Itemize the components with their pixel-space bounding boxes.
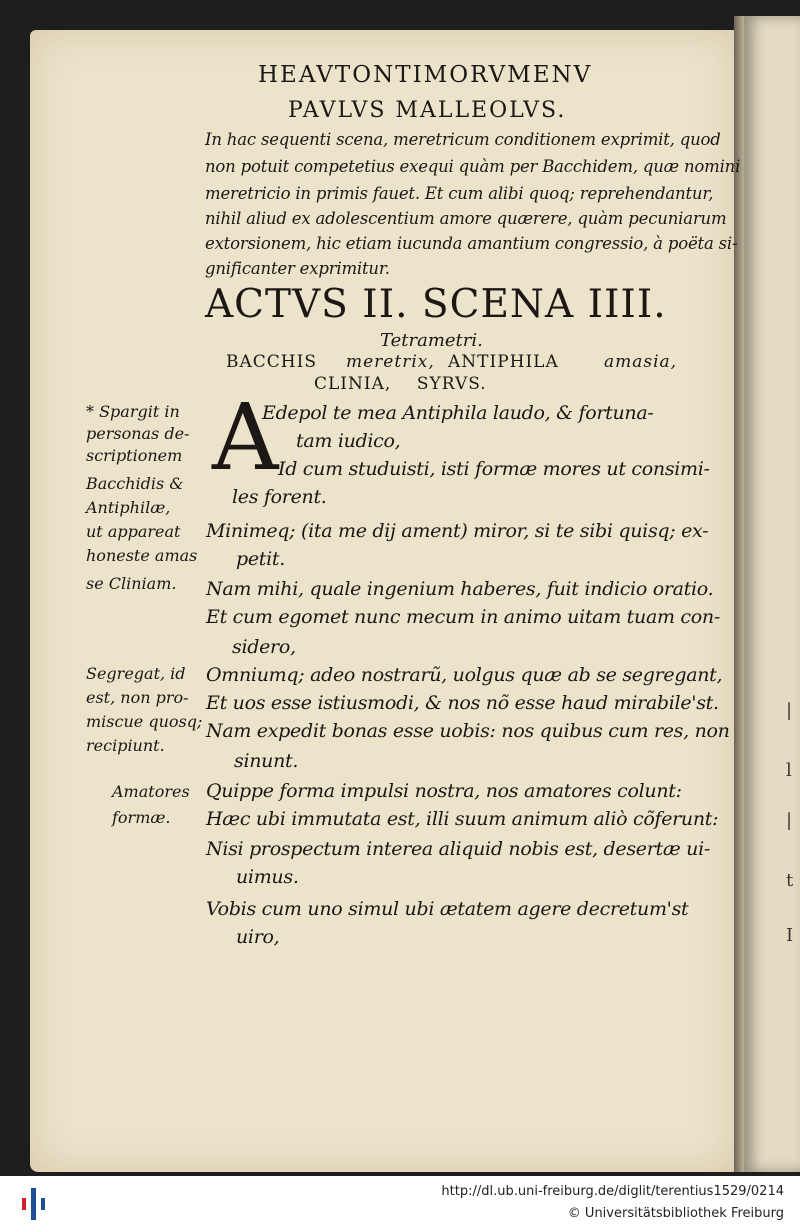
act-scene-heading: ACTVS II. SCENA IIII. bbox=[205, 282, 667, 327]
verse-line: Omniumq; adeo nostrarũ, uolgus quæ ab se segregant, bbox=[206, 664, 723, 686]
verse-line: Nam expedit bonas esse uobis: nos quibus cum res, non bbox=[206, 720, 730, 742]
copyright-notice: © Universitätsbibliothek Freiburg bbox=[567, 1206, 784, 1221]
margin-note: est, non pro- bbox=[86, 688, 189, 707]
verse-line: Edepol te mea Antiphila laudo, & fortuna- bbox=[262, 402, 654, 424]
verse-line: uiro, bbox=[236, 926, 280, 948]
margin-note: formæ. bbox=[112, 808, 171, 827]
facing-page-mark: | bbox=[786, 810, 793, 831]
verse-line: Et uos esse istiusmodi, & nos nõ esse haud mirabile'st. bbox=[206, 692, 719, 714]
persona-name: BACCHIS bbox=[226, 352, 317, 372]
margin-note: * Spargit in bbox=[86, 402, 180, 421]
drop-cap: A bbox=[212, 384, 279, 491]
persona-name: ANTIPHILA bbox=[448, 352, 559, 372]
persona-role: meretrix, bbox=[346, 352, 435, 372]
margin-note: recipiunt. bbox=[86, 736, 165, 755]
facing-page-mark: t bbox=[786, 870, 794, 891]
personae-line: CLINIA, SYRVS. bbox=[314, 374, 487, 394]
facing-page-mark: | bbox=[786, 700, 793, 721]
intro-line: meretricio in primis fauet. Et cum alibi quoq; reprehendantur, bbox=[205, 184, 714, 203]
intro-line: gnificanter exprimitur. bbox=[205, 259, 390, 278]
intro-line: nihil aliud ex adolescentium amore quærere, quàm pecuniarum bbox=[205, 209, 727, 228]
running-title: HEAVTONTIMORVMENV bbox=[258, 62, 593, 88]
intro-line: extorsionem, hic etiam iucunda amantium congressio, à poëta si- bbox=[205, 234, 738, 253]
meter-label: Tetrametri. bbox=[380, 330, 483, 351]
verse-line: Quippe forma impulsi nostra, nos amatores colunt: bbox=[206, 780, 682, 802]
verse-line: sinunt. bbox=[234, 750, 299, 772]
intro-line: non potuit competetius exequi quàm per Bacchidem, quæ nomini bbox=[205, 157, 741, 176]
viewer-footer bbox=[0, 1176, 800, 1232]
verse-line: sidero, bbox=[232, 636, 296, 658]
verse-line: petit. bbox=[236, 548, 285, 570]
verse-line: Vobis cum uno simul ubi ætatem agere decretum'st bbox=[206, 898, 689, 920]
verse-line: Nam mihi, quale ingenium haberes, fuit indicio oratio. bbox=[206, 578, 714, 600]
verse-line: Id cum studuisti, isti formæ mores ut consimi- bbox=[278, 458, 710, 480]
facing-page-edge bbox=[744, 16, 800, 1172]
intro-line: In hac sequenti scena, meretricum conditionem exprimit, quod bbox=[205, 130, 721, 149]
facing-page-mark: I bbox=[786, 925, 794, 946]
margin-note: honeste amas bbox=[86, 546, 198, 565]
verse-line: tam iudico, bbox=[296, 430, 401, 452]
library-logo-icon[interactable] bbox=[18, 1184, 50, 1224]
verse-line: uimus. bbox=[236, 866, 299, 888]
margin-note: ut appareat bbox=[86, 522, 181, 541]
facing-page-mark: l bbox=[786, 760, 792, 781]
verse-line: Hæc ubi immutata est, illi suum animum aliò cõferunt: bbox=[206, 808, 719, 830]
margin-note: Bacchidis & bbox=[86, 474, 184, 493]
verse-line: Nisi prospectum interea aliquid nobis est, desertæ ui- bbox=[206, 838, 710, 860]
margin-note: Segregat, id bbox=[86, 664, 186, 683]
commentator-name: PAVLVS MALLEOLVS. bbox=[288, 98, 567, 123]
margin-note: Amatores bbox=[112, 782, 190, 801]
verse-line: les forent. bbox=[232, 486, 327, 508]
margin-note: se Cliniam. bbox=[86, 574, 177, 593]
margin-note: personas de- bbox=[86, 424, 190, 443]
verse-line: Et cum egomet nunc mecum in animo uitam tuam con- bbox=[206, 606, 720, 628]
page-url-link[interactable]: http://dl.ub.uni-freiburg.de/diglit/terentius1529/0214 bbox=[441, 1184, 784, 1199]
margin-note: Antiphilæ, bbox=[86, 498, 171, 517]
margin-note: scriptionem bbox=[86, 446, 183, 465]
verse-line: Minimeq; (ita me dij ament) miror, si te sibi quisq; ex- bbox=[206, 520, 709, 542]
persona-role: amasia, bbox=[604, 352, 678, 372]
margin-note: miscue quosq; bbox=[86, 712, 203, 731]
